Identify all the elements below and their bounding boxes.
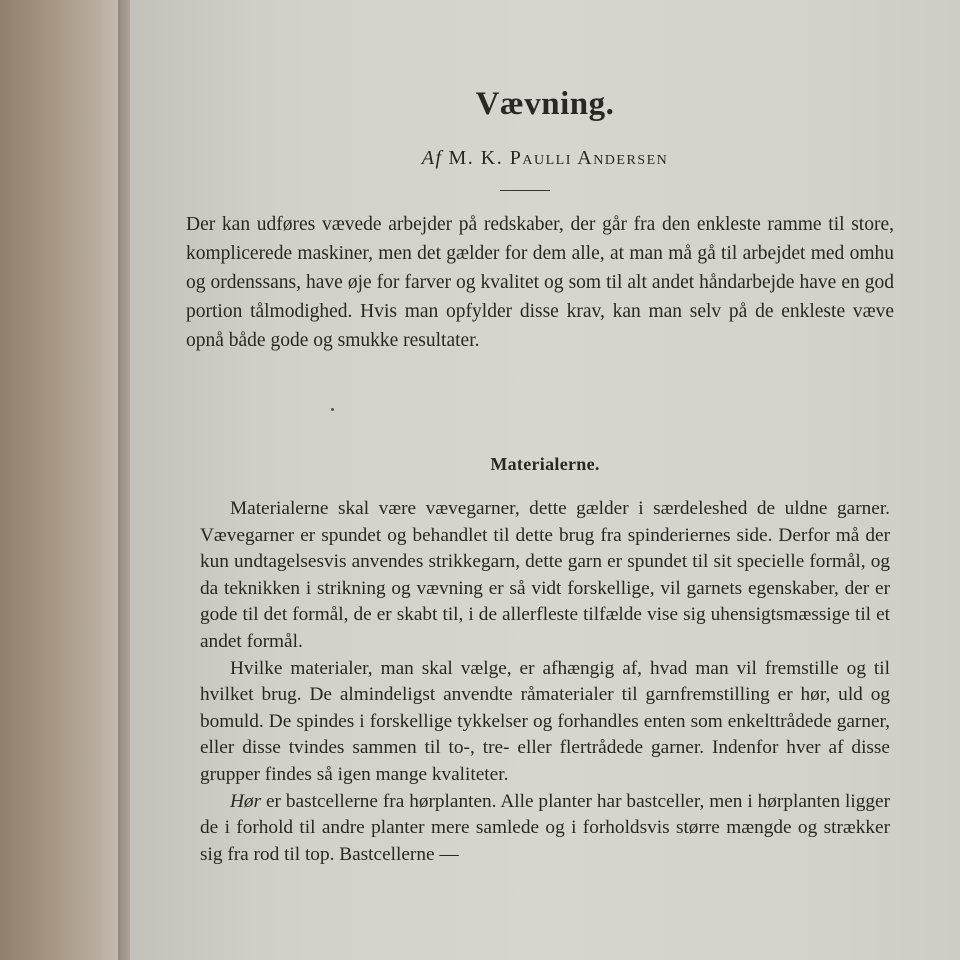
body-paragraph-1: Materialerne skal være vævegarner, dette gælder i særdeleshed de uldne garner. Vævegarner er spundet og behandlet til dette brug fra spinderiernes side. Derfor må der kun undtagelsesvis anvendes strikkegarn, dette garn er spundet til sit specielle formål, og da teknikken i strikning og vævning er så vidt forskellige, vil garnets egenskaber, der er gode til det formål, de er skabt til, i de allerfleste tilfælde vise sig uhensigtsmæssige til et andet formål. (200, 498, 890, 652)
book-page (130, 0, 960, 960)
body-paragraph-2: Hvilke materialer, man skal vælge, er afhængig af, hvad man vil fremstille og til hvilket brug. De almindeligst anvendte råmaterialer til garnfremstilling er hør, uld og bomuld. De spindes i forskellige tykkelser og forhandles enten som enkelttrådede garner, eller disse tvindes sammen til to-, tre- eller flertrådede garner. Indenfor hver af disse grupper findes så igen mange kvaliteter. (200, 657, 890, 785)
intro-paragraph: Der kan udføres vævede arbejder på redskaber, der går fra den enkleste ramme til store, komplicerede maskiner, men det gælder for dem alle, at man må gå til arbejdet med omhu og ordenssans, have øje for farver og kvalitet og som til alt andet håndarbejde have en god portion tålmodighed. Hvis man opfylder disse krav, kan man selv på de enkleste væve opnå både gode og smukke resultater. (186, 214, 894, 351)
title-divider (500, 190, 550, 191)
section-body (200, 496, 890, 868)
byline-author: M. K. Paulli Andersen (448, 147, 669, 169)
ink-speck (331, 408, 334, 411)
article-byline (130, 147, 960, 170)
byline-prefix: Af (421, 147, 443, 169)
book-gutter (0, 0, 130, 960)
article-title: Vævning. (475, 86, 615, 122)
section-heading: Materialerne. (490, 454, 600, 474)
body-paragraph-3 (200, 789, 890, 869)
paragraph-text: er bastcellerne fra hørplanten. Alle planter har bastceller, men i hørplanten ligger de i forhold til andre planter mere samlede og i forholdsvis større mængde og strækker sig fra rod til top. Bastcellerne — (200, 790, 890, 865)
paragraph-lead-word: Hør (230, 790, 262, 812)
